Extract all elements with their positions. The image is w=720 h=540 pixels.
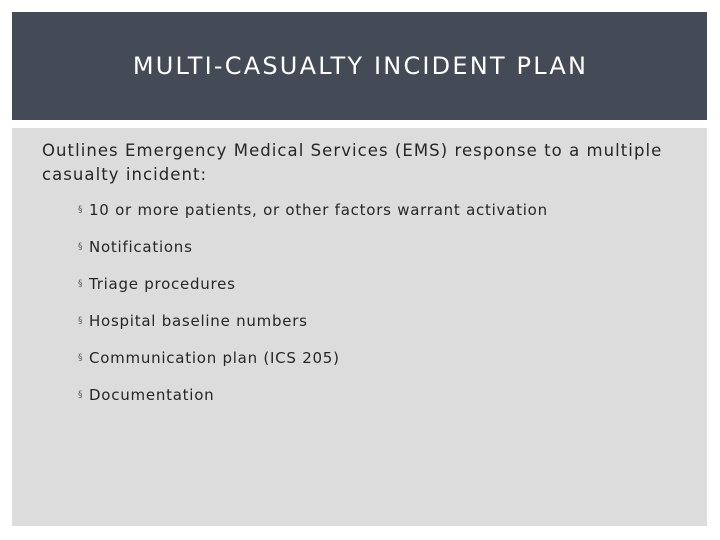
bullet-list	[78, 200, 548, 422]
bullet-text: Hospital baseline numbers	[89, 312, 308, 330]
bullet-text: Triage procedures	[89, 275, 236, 293]
bullet-text: 10 or more patients, or other factors warrant activation	[89, 201, 548, 219]
bullet-text: Notifications	[89, 238, 193, 256]
section-sign-bullet-icon: §	[78, 279, 84, 289]
bullet-item	[78, 237, 548, 274]
intro-text: Outlines Emergency Medical Services (EMS) response to a multiple casualty incident:	[42, 141, 663, 184]
section-sign-bullet-icon: §	[78, 205, 84, 215]
section-sign-bullet-icon: §	[78, 390, 84, 400]
bullet-item	[78, 311, 548, 348]
bullet-text: Communication plan (ICS 205)	[89, 349, 340, 367]
slide-title: MULTI-CASUALTY INCIDENT PLAN	[132, 52, 589, 80]
bullet-text: Documentation	[89, 386, 215, 404]
slide-header	[12, 12, 707, 120]
slide-content	[12, 128, 707, 526]
bullet-item	[78, 385, 548, 422]
section-sign-bullet-icon: §	[78, 316, 84, 326]
bullet-item	[78, 348, 548, 385]
section-sign-bullet-icon: §	[78, 353, 84, 363]
section-sign-bullet-icon: §	[78, 242, 84, 252]
bullet-item	[78, 200, 548, 237]
bullet-item	[78, 274, 548, 311]
